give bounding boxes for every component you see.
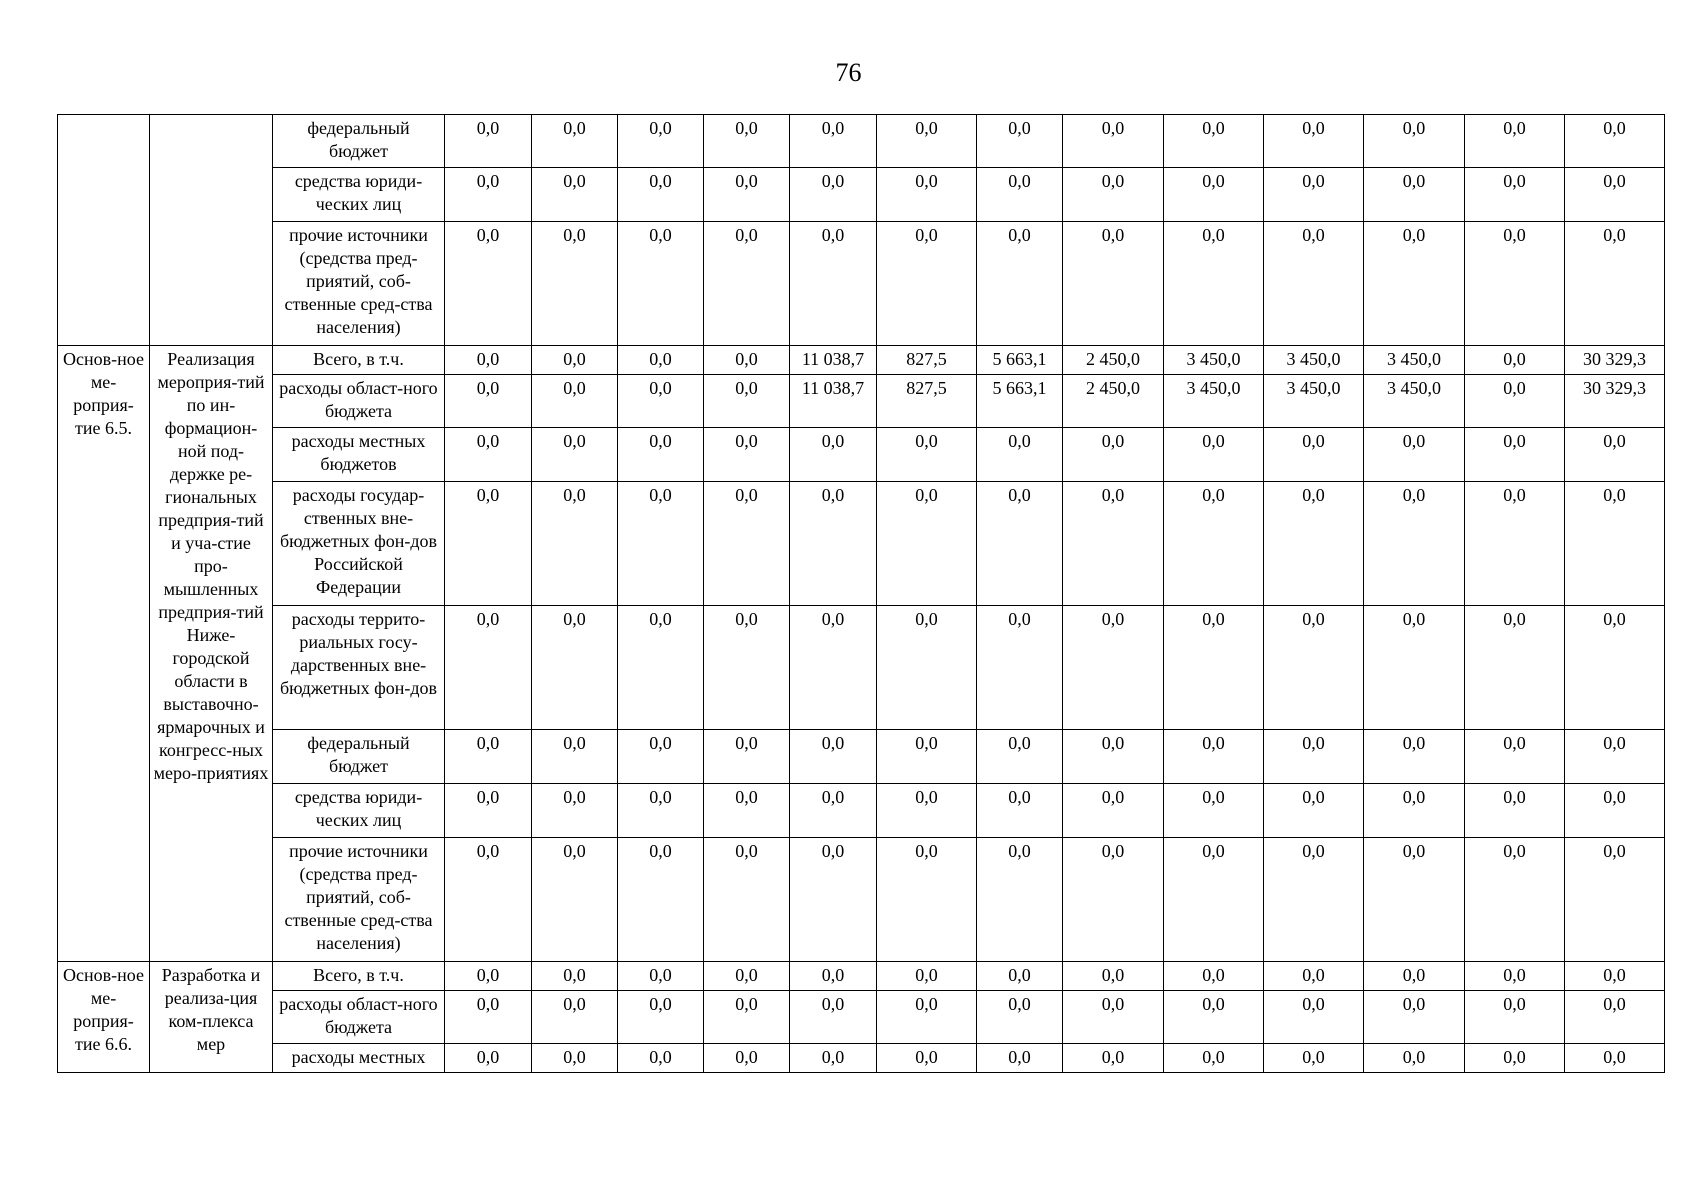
value-cell: 0,0 xyxy=(1063,991,1164,1044)
value-cell: 0,0 xyxy=(1364,838,1465,962)
value-cell: 0,0 xyxy=(1063,784,1164,838)
value-cell: 0,0 xyxy=(1364,428,1465,482)
value-cell: 0,0 xyxy=(877,730,977,784)
value-cell: 0,0 xyxy=(1364,222,1465,346)
value-cell: 0,0 xyxy=(1063,115,1164,168)
value-cell: 0,0 xyxy=(877,428,977,482)
value-cell: 0,0 xyxy=(618,962,704,991)
value-cell: 0,0 xyxy=(704,1044,790,1073)
activity-code-cell xyxy=(58,115,150,346)
value-cell: 0,0 xyxy=(1264,1044,1364,1073)
table-row xyxy=(58,962,1665,991)
value-cell: 0,0 xyxy=(704,838,790,962)
table-row xyxy=(58,991,1665,1044)
activity-code-cell: Основ-ное ме-роприя-тие 6.5. xyxy=(58,346,150,962)
value-cell: 0,0 xyxy=(618,346,704,375)
value-cell: 0,0 xyxy=(1164,962,1264,991)
funding-source-cell: расходы област-ного бюджета xyxy=(273,375,445,428)
value-cell: 0,0 xyxy=(977,838,1063,962)
value-cell: 0,0 xyxy=(1063,1044,1164,1073)
value-cell: 0,0 xyxy=(1565,730,1665,784)
value-cell: 0,0 xyxy=(445,962,532,991)
funding-source-cell: федеральный бюджет xyxy=(273,730,445,784)
value-cell: 0,0 xyxy=(790,962,877,991)
value-cell: 0,0 xyxy=(1264,838,1364,962)
value-cell: 0,0 xyxy=(877,838,977,962)
value-cell: 0,0 xyxy=(445,991,532,1044)
value-cell: 0,0 xyxy=(1164,115,1264,168)
value-cell: 0,0 xyxy=(790,730,877,784)
value-cell: 0,0 xyxy=(790,428,877,482)
value-cell: 0,0 xyxy=(977,482,1063,606)
value-cell: 0,0 xyxy=(790,115,877,168)
value-cell: 0,0 xyxy=(977,222,1063,346)
value-cell: 0,0 xyxy=(1364,1044,1465,1073)
value-cell: 0,0 xyxy=(1364,168,1465,222)
budget-table xyxy=(57,114,1665,1073)
activity-title-cell: Разработка и реализа-ция ком-плекса мер xyxy=(150,962,273,1073)
value-cell: 0,0 xyxy=(1264,991,1364,1044)
value-cell: 0,0 xyxy=(1565,168,1665,222)
value-cell: 0,0 xyxy=(1465,428,1565,482)
value-cell: 0,0 xyxy=(877,962,977,991)
value-cell: 0,0 xyxy=(877,482,977,606)
value-cell: 0,0 xyxy=(1264,222,1364,346)
value-cell: 0,0 xyxy=(1063,606,1164,730)
funding-source-cell: расходы местных xyxy=(273,1044,445,1073)
value-cell: 0,0 xyxy=(704,375,790,428)
value-cell: 0,0 xyxy=(445,606,532,730)
value-cell: 0,0 xyxy=(1063,482,1164,606)
value-cell: 0,0 xyxy=(790,838,877,962)
value-cell: 0,0 xyxy=(704,428,790,482)
value-cell: 0,0 xyxy=(445,428,532,482)
value-cell: 0,0 xyxy=(1565,784,1665,838)
value-cell: 0,0 xyxy=(1465,346,1565,375)
value-cell: 0,0 xyxy=(704,962,790,991)
value-cell: 0,0 xyxy=(977,991,1063,1044)
value-cell: 0,0 xyxy=(1264,115,1364,168)
value-cell: 0,0 xyxy=(532,428,618,482)
value-cell: 0,0 xyxy=(704,346,790,375)
value-cell: 0,0 xyxy=(1465,222,1565,346)
value-cell: 0,0 xyxy=(445,482,532,606)
value-cell: 0,0 xyxy=(1063,730,1164,784)
value-cell: 0,0 xyxy=(1465,168,1565,222)
value-cell: 0,0 xyxy=(1565,115,1665,168)
funding-source-cell: прочие источники (средства пред-приятий, соб-ственные сред-ства населения) xyxy=(273,222,445,346)
value-cell: 0,0 xyxy=(1565,1044,1665,1073)
value-cell: 0,0 xyxy=(445,375,532,428)
value-cell: 0,0 xyxy=(1364,991,1465,1044)
value-cell: 0,0 xyxy=(1063,168,1164,222)
funding-source-cell: федеральный бюджет xyxy=(273,115,445,168)
value-cell: 0,0 xyxy=(1164,428,1264,482)
value-cell: 0,0 xyxy=(1264,962,1364,991)
value-cell: 0,0 xyxy=(977,784,1063,838)
value-cell: 0,0 xyxy=(1264,428,1364,482)
value-cell: 0,0 xyxy=(1063,428,1164,482)
value-cell: 3 450,0 xyxy=(1364,375,1465,428)
value-cell: 0,0 xyxy=(977,730,1063,784)
value-cell: 0,0 xyxy=(977,428,1063,482)
value-cell: 0,0 xyxy=(1364,730,1465,784)
funding-source-cell: Всего, в т.ч. xyxy=(273,962,445,991)
value-cell: 0,0 xyxy=(790,1044,877,1073)
activity-code-cell: Основ-ное ме-роприя-тие 6.6. xyxy=(58,962,150,1073)
table-row xyxy=(58,375,1665,428)
value-cell: 0,0 xyxy=(790,784,877,838)
value-cell: 0,0 xyxy=(704,606,790,730)
value-cell: 0,0 xyxy=(1465,115,1565,168)
value-cell: 0,0 xyxy=(1465,838,1565,962)
table-row xyxy=(58,482,1665,606)
value-cell: 0,0 xyxy=(704,482,790,606)
value-cell: 0,0 xyxy=(1264,784,1364,838)
funding-source-cell: расходы област-ного бюджета xyxy=(273,991,445,1044)
value-cell: 0,0 xyxy=(618,482,704,606)
value-cell: 0,0 xyxy=(618,838,704,962)
value-cell: 0,0 xyxy=(445,168,532,222)
table-row xyxy=(58,168,1665,222)
value-cell: 0,0 xyxy=(1164,482,1264,606)
value-cell: 0,0 xyxy=(1264,606,1364,730)
value-cell: 827,5 xyxy=(877,375,977,428)
value-cell: 0,0 xyxy=(1164,222,1264,346)
value-cell: 3 450,0 xyxy=(1264,346,1364,375)
value-cell: 0,0 xyxy=(532,115,618,168)
value-cell: 0,0 xyxy=(704,115,790,168)
value-cell: 0,0 xyxy=(445,1044,532,1073)
value-cell: 0,0 xyxy=(1465,730,1565,784)
value-cell: 0,0 xyxy=(704,991,790,1044)
value-cell: 0,0 xyxy=(1364,115,1465,168)
activity-title-cell: Реализация мероприя-тий по ин-формацион-ной под-держке ре-гиональных предприя-тий и уча-стие про-мышленных предприя-тий Ниже-городской области в выставочно-ярмарочных и конгресс-ных меро-приятиях xyxy=(150,346,273,962)
value-cell: 0,0 xyxy=(1063,962,1164,991)
value-cell: 0,0 xyxy=(877,222,977,346)
value-cell: 0,0 xyxy=(532,222,618,346)
value-cell: 0,0 xyxy=(1364,606,1465,730)
value-cell: 0,0 xyxy=(532,606,618,730)
value-cell: 0,0 xyxy=(1565,606,1665,730)
value-cell: 827,5 xyxy=(877,346,977,375)
table-row xyxy=(58,346,1665,375)
value-cell: 0,0 xyxy=(532,346,618,375)
value-cell: 0,0 xyxy=(532,838,618,962)
page-number: 76 xyxy=(835,58,862,87)
value-cell: 0,0 xyxy=(618,730,704,784)
value-cell: 0,0 xyxy=(704,784,790,838)
value-cell: 0,0 xyxy=(1565,428,1665,482)
value-cell: 0,0 xyxy=(618,991,704,1044)
value-cell: 0,0 xyxy=(877,991,977,1044)
value-cell: 0,0 xyxy=(1164,784,1264,838)
table-row xyxy=(58,1044,1665,1073)
value-cell: 0,0 xyxy=(532,482,618,606)
value-cell: 0,0 xyxy=(1264,168,1364,222)
value-cell: 3 450,0 xyxy=(1264,375,1364,428)
activity-title-cell xyxy=(150,115,273,346)
value-cell: 0,0 xyxy=(618,606,704,730)
value-cell: 0,0 xyxy=(1164,730,1264,784)
value-cell: 0,0 xyxy=(1465,962,1565,991)
value-cell: 0,0 xyxy=(532,168,618,222)
value-cell: 3 450,0 xyxy=(1164,375,1264,428)
value-cell: 0,0 xyxy=(445,346,532,375)
value-cell: 0,0 xyxy=(532,991,618,1044)
value-cell: 0,0 xyxy=(618,222,704,346)
value-cell: 0,0 xyxy=(1364,962,1465,991)
value-cell: 0,0 xyxy=(977,168,1063,222)
value-cell: 0,0 xyxy=(1364,482,1465,606)
value-cell: 0,0 xyxy=(1465,991,1565,1044)
value-cell: 0,0 xyxy=(1164,168,1264,222)
value-cell: 0,0 xyxy=(1364,784,1465,838)
funding-source-cell: Всего, в т.ч. xyxy=(273,346,445,375)
value-cell: 0,0 xyxy=(532,1044,618,1073)
value-cell: 0,0 xyxy=(618,115,704,168)
value-cell: 0,0 xyxy=(532,962,618,991)
value-cell: 0,0 xyxy=(1164,838,1264,962)
value-cell: 0,0 xyxy=(877,115,977,168)
value-cell: 30 329,3 xyxy=(1565,346,1665,375)
value-cell: 0,0 xyxy=(1565,838,1665,962)
value-cell: 0,0 xyxy=(977,606,1063,730)
value-cell: 0,0 xyxy=(977,1044,1063,1073)
value-cell: 0,0 xyxy=(445,784,532,838)
value-cell: 0,0 xyxy=(618,375,704,428)
value-cell: 0,0 xyxy=(790,222,877,346)
value-cell: 0,0 xyxy=(532,375,618,428)
value-cell: 5 663,1 xyxy=(977,346,1063,375)
value-cell: 0,0 xyxy=(1264,730,1364,784)
value-cell: 0,0 xyxy=(618,784,704,838)
value-cell: 0,0 xyxy=(877,606,977,730)
value-cell: 0,0 xyxy=(532,784,618,838)
value-cell: 0,0 xyxy=(445,838,532,962)
value-cell: 0,0 xyxy=(1264,482,1364,606)
value-cell: 0,0 xyxy=(790,168,877,222)
value-cell: 0,0 xyxy=(1465,606,1565,730)
value-cell: 0,0 xyxy=(977,962,1063,991)
value-cell: 0,0 xyxy=(1465,784,1565,838)
value-cell: 0,0 xyxy=(1164,991,1264,1044)
value-cell: 30 329,3 xyxy=(1565,375,1665,428)
value-cell: 0,0 xyxy=(1465,482,1565,606)
table-row xyxy=(58,428,1665,482)
value-cell: 5 663,1 xyxy=(977,375,1063,428)
table-row xyxy=(58,115,1665,168)
table-row xyxy=(58,730,1665,784)
value-cell: 3 450,0 xyxy=(1364,346,1465,375)
value-cell: 0,0 xyxy=(1164,606,1264,730)
value-cell: 0,0 xyxy=(1565,962,1665,991)
funding-source-cell: средства юриди-ческих лиц xyxy=(273,784,445,838)
value-cell: 3 450,0 xyxy=(1164,346,1264,375)
value-cell: 0,0 xyxy=(790,991,877,1044)
value-cell: 0,0 xyxy=(977,115,1063,168)
value-cell: 0,0 xyxy=(1465,1044,1565,1073)
value-cell: 0,0 xyxy=(618,428,704,482)
value-cell: 0,0 xyxy=(790,606,877,730)
value-cell: 0,0 xyxy=(445,730,532,784)
funding-source-cell: расходы террито-риальных госу-дарственных вне-бюджетных фон-дов xyxy=(273,606,445,730)
funding-source-cell: расходы местных бюджетов xyxy=(273,428,445,482)
value-cell: 11 038,7 xyxy=(790,346,877,375)
table-row xyxy=(58,838,1665,962)
table-row xyxy=(58,222,1665,346)
value-cell: 0,0 xyxy=(1565,482,1665,606)
value-cell: 0,0 xyxy=(704,222,790,346)
value-cell: 0,0 xyxy=(1063,838,1164,962)
value-cell: 11 038,7 xyxy=(790,375,877,428)
value-cell: 0,0 xyxy=(1565,991,1665,1044)
value-cell: 0,0 xyxy=(877,168,977,222)
value-cell: 0,0 xyxy=(1164,1044,1264,1073)
value-cell: 0,0 xyxy=(445,115,532,168)
value-cell: 0,0 xyxy=(877,784,977,838)
value-cell: 0,0 xyxy=(1565,222,1665,346)
value-cell: 0,0 xyxy=(618,1044,704,1073)
value-cell: 0,0 xyxy=(877,1044,977,1073)
table-row xyxy=(58,784,1665,838)
value-cell: 0,0 xyxy=(790,482,877,606)
funding-source-cell: средства юриди-ческих лиц xyxy=(273,168,445,222)
value-cell: 0,0 xyxy=(618,168,704,222)
funding-source-cell: прочие источники (средства пред-приятий, соб-ственные сред-ства населения) xyxy=(273,838,445,962)
value-cell: 0,0 xyxy=(704,168,790,222)
value-cell: 0,0 xyxy=(704,730,790,784)
table-row xyxy=(58,606,1665,730)
value-cell: 0,0 xyxy=(1465,375,1565,428)
value-cell: 0,0 xyxy=(1063,222,1164,346)
value-cell: 2 450,0 xyxy=(1063,375,1164,428)
funding-source-cell: расходы государ-ственных вне-бюджетных фон-дов Российской Федерации xyxy=(273,482,445,606)
value-cell: 0,0 xyxy=(445,222,532,346)
value-cell: 2 450,0 xyxy=(1063,346,1164,375)
value-cell: 0,0 xyxy=(532,730,618,784)
